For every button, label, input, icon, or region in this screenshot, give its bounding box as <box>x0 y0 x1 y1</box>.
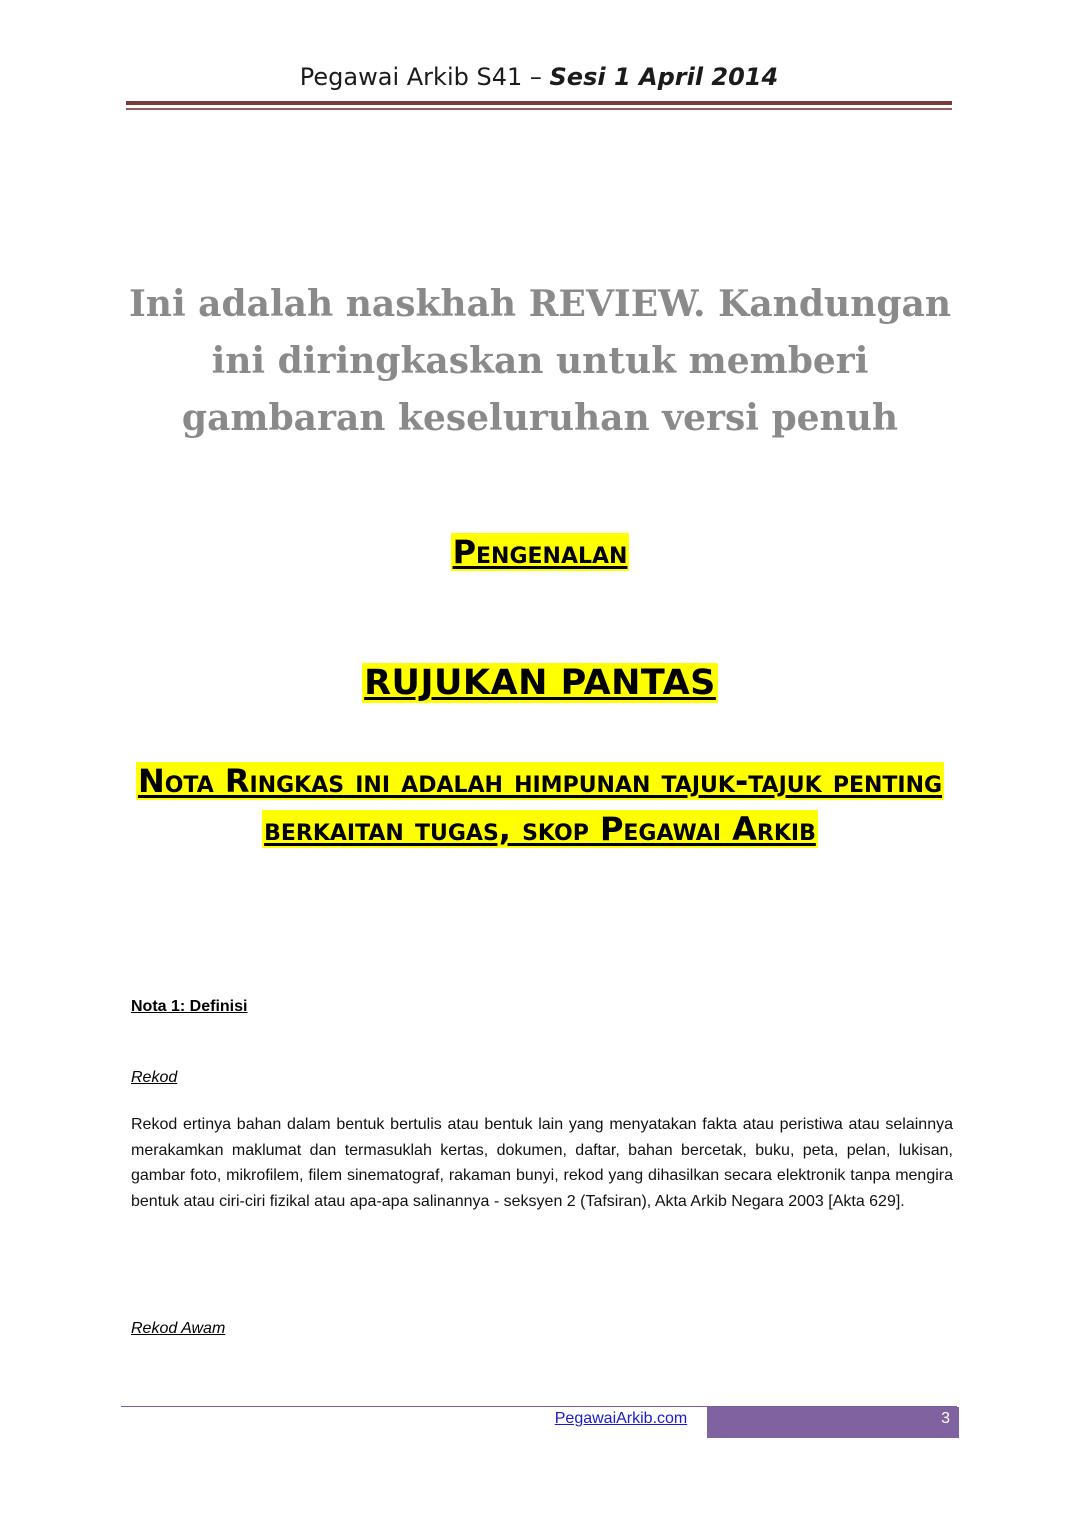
heading-nota-ringkas <box>100 757 980 853</box>
heading-nota-ringkas-text: Nota Ringkas ini adalah himpunan tajuk-tajuk penting berkaitan tugas, skop Pegawai Arkib <box>137 762 943 848</box>
header-rule-thick <box>126 101 952 105</box>
heading-pengenalan <box>100 528 980 576</box>
heading-rujukan-pantas-text: RUJUKAN PANTAS <box>364 663 716 703</box>
header-date: Sesi 1 April 2014 <box>549 63 779 91</box>
header-title: Pegawai Arkib S41 – <box>299 63 542 91</box>
subheading-rekod-awam: Rekod Awam <box>131 1320 226 1337</box>
section-title: Nota 1: Definisi <box>131 998 248 1015</box>
page-number: 3 <box>941 1410 950 1427</box>
heading-rujukan-pantas <box>100 657 980 709</box>
heading-pengenalan-text: Pengenalan <box>452 533 628 571</box>
page-header <box>126 62 952 92</box>
review-notice: Ini adalah naskhah REVIEW. Kandungan ini diringkaskan untuk memberi gambaran keseluruhan versi penuh <box>128 283 952 439</box>
subheading-rekod: Rekod <box>131 1069 178 1086</box>
header-rule-thin <box>126 108 952 110</box>
footer-website-link[interactable]: PegawaiArkib.com <box>554 1410 688 1427</box>
rekod-definition-paragraph: Rekod ertinya bahan dalam bentuk bertulis atau bentuk lain yang menyatakan fakta atau peristiwa atau selainnya merakamkan maklumat dan termasuklah kertas, dokumen, daftar, bahan bercetak, buku, peta, pelan, lukisan, gambar foto, mikrofilem, filem sinematograf, rakaman bunyi, rekod yang dihasilkan secara elektronik tanpa mengira bentuk atau ciri-ciri fizikal atau apa-apa salinannya - seksyen 2 (Tafsiran), Akta Arkib Negara 2003 [Akta 629]. <box>131 1116 953 1210</box>
